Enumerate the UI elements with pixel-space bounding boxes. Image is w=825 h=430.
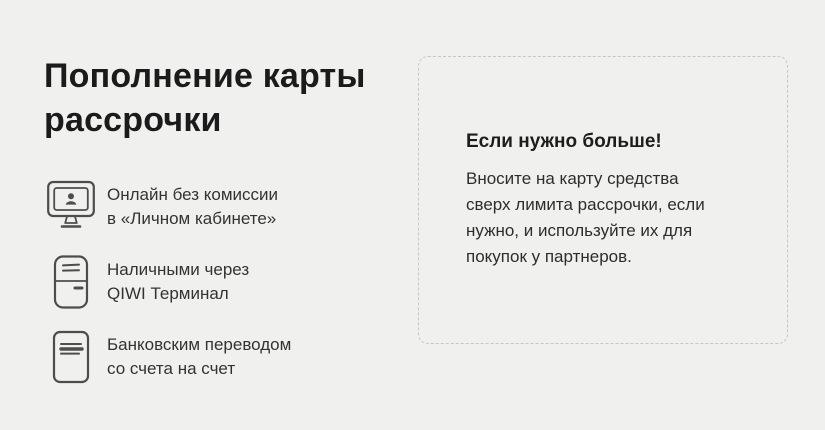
method-item-bank-transfer xyxy=(46,330,434,384)
page-title: Пополнение карты рассрочки xyxy=(44,57,366,139)
method-label-line: QIWI Терминал xyxy=(107,284,229,303)
topup-methods-list xyxy=(46,180,434,384)
topup-left-column xyxy=(44,54,434,405)
info-card xyxy=(418,56,788,344)
method-label-line: со счета на счет xyxy=(107,359,236,378)
method-label-line: в «Личном кабинете» xyxy=(107,209,277,228)
method-label xyxy=(107,183,278,231)
qiwi-terminal-icon xyxy=(46,254,96,310)
method-item-online xyxy=(46,180,434,234)
method-label xyxy=(107,258,249,306)
method-label-line: Банковским переводом xyxy=(107,335,292,354)
method-label-line: Наличными через xyxy=(107,260,250,279)
method-label-line: Онлайн без комиссии xyxy=(107,185,278,204)
monitor-person-icon xyxy=(46,179,96,235)
bank-transfer-document-icon xyxy=(46,329,96,385)
method-item-qiwi-terminal xyxy=(46,255,434,309)
method-label xyxy=(107,333,291,381)
info-card-title: Если нужно больше! xyxy=(466,130,662,152)
info-card-body: Вносите на карту средства сверх лимита рассрочки, если нужно, и используйте их для покупок у партнеров. xyxy=(466,168,705,266)
